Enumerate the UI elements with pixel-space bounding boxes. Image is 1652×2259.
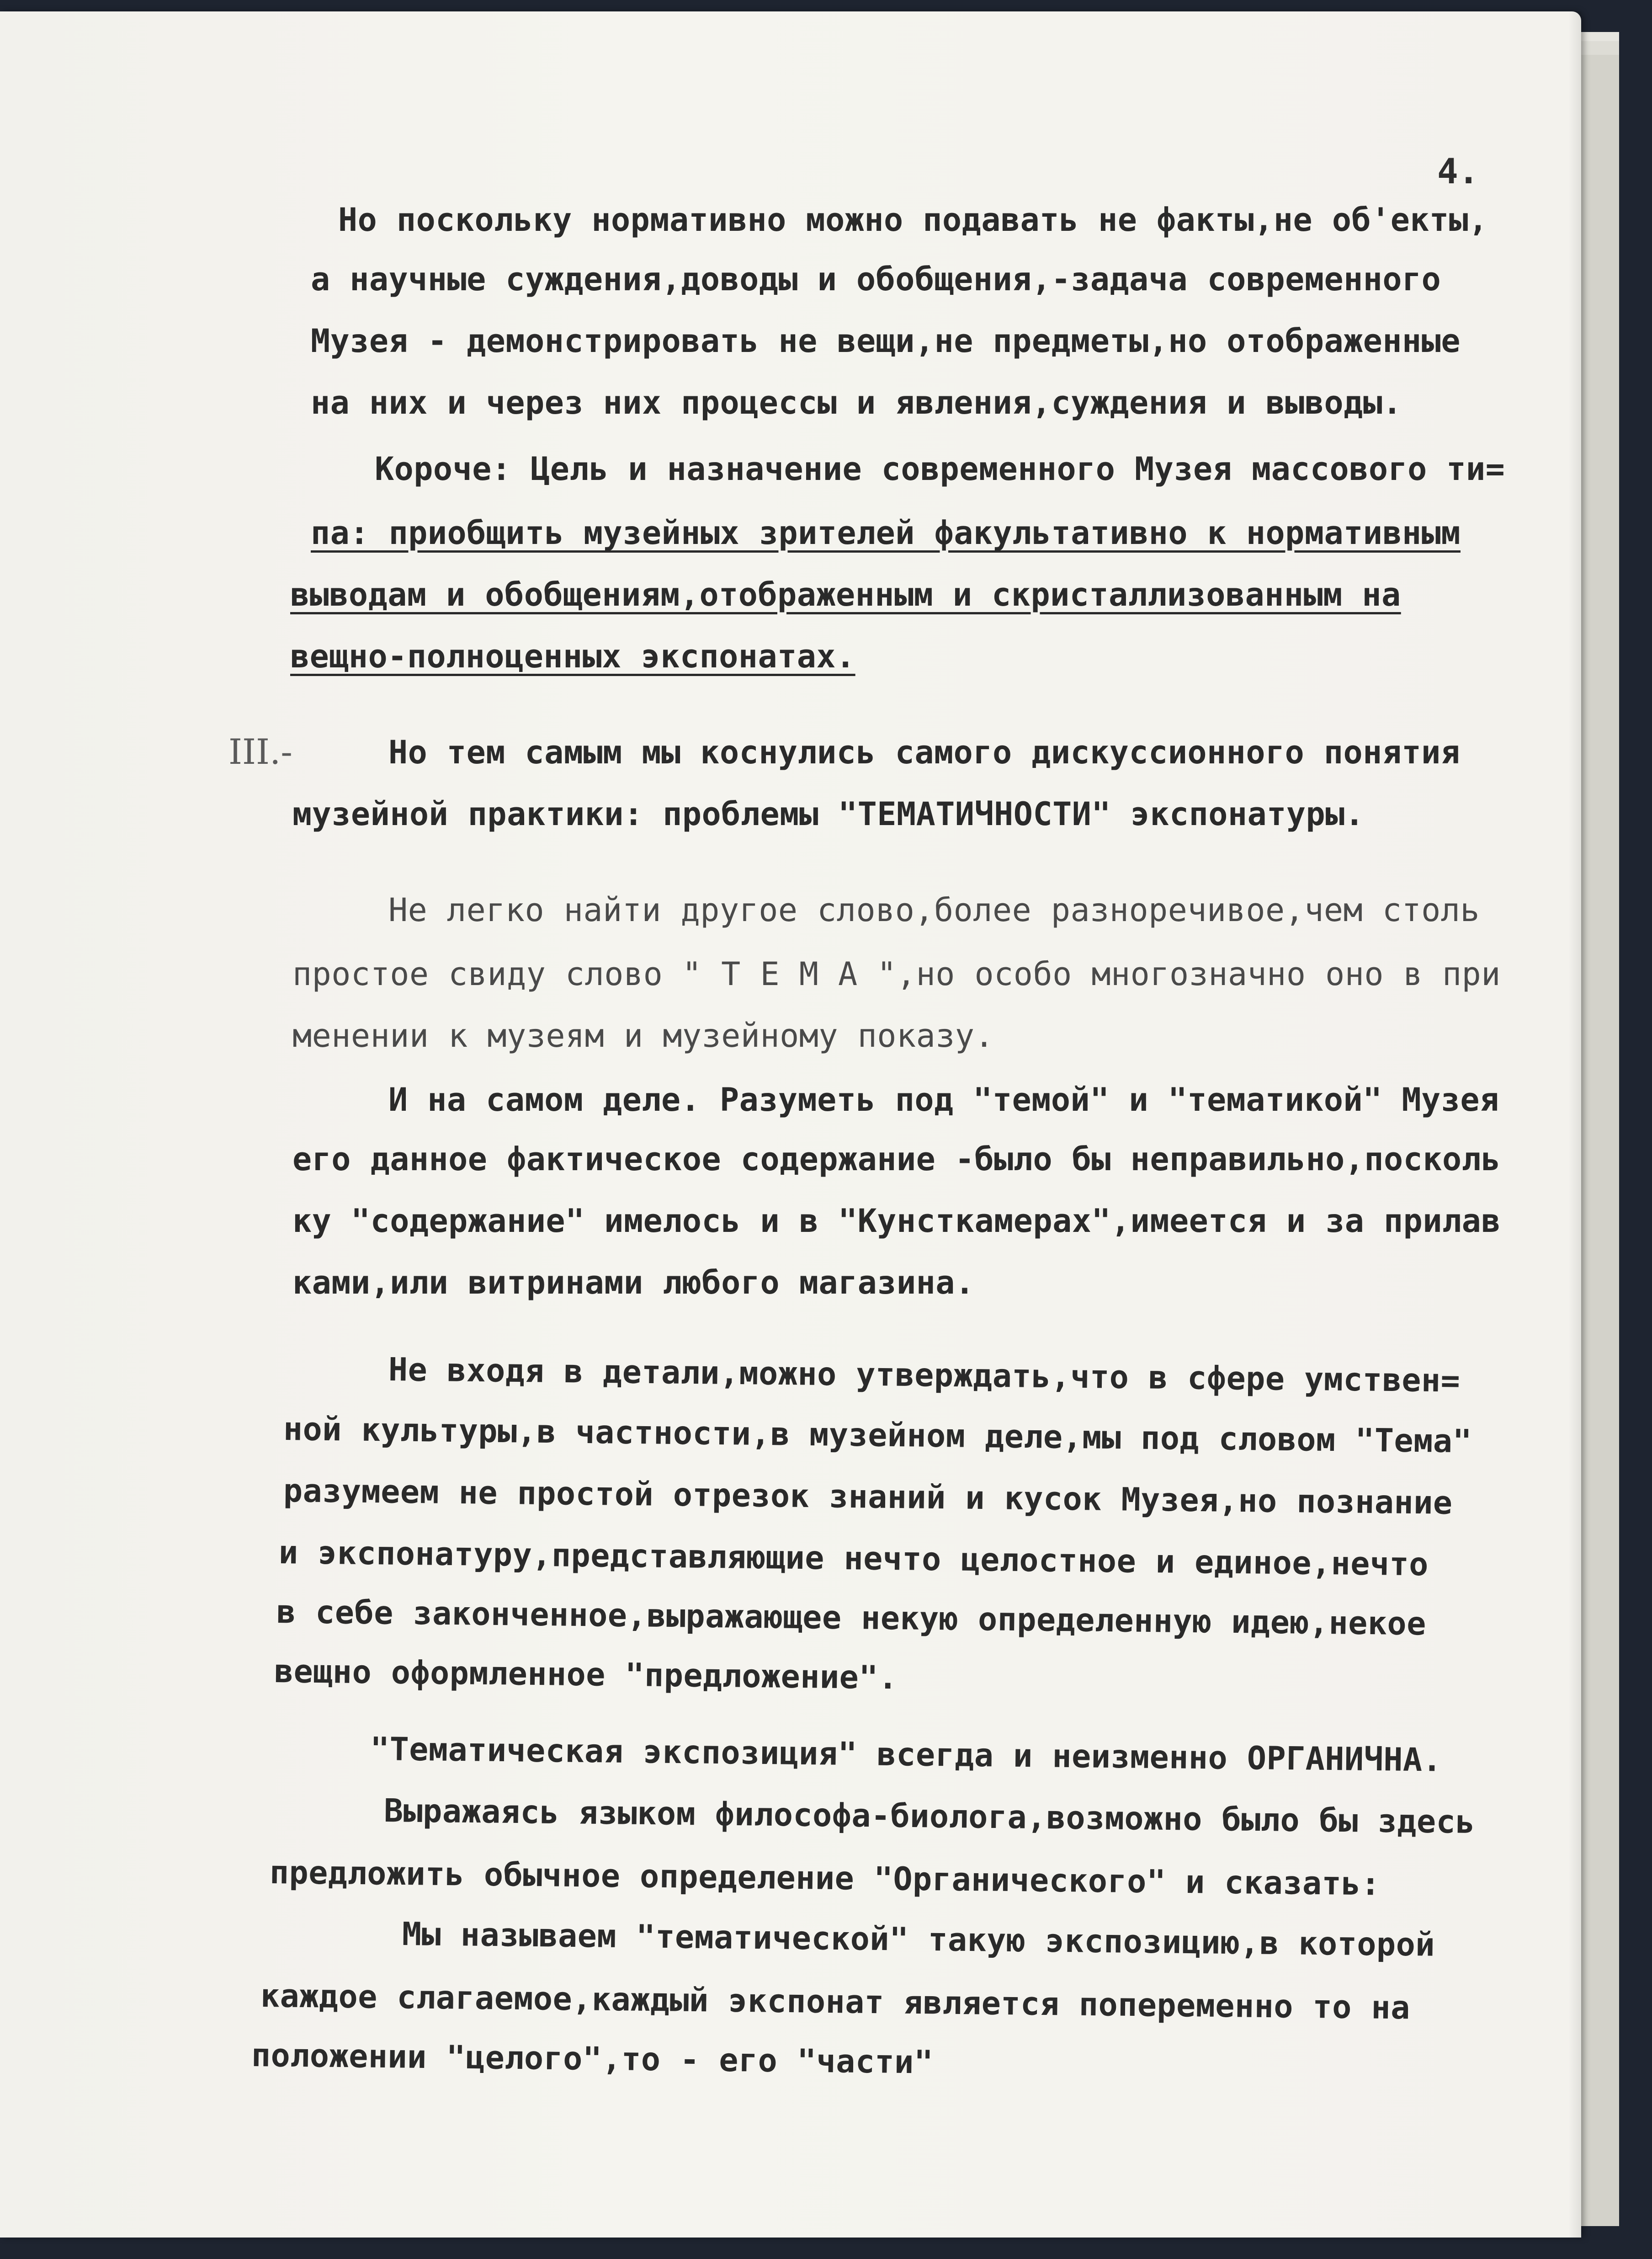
text-line: ной культуры,в частности,в музейном деле,мы под словом "Тема" [283,1410,1472,1460]
text-line: па: приобщить музейных зрителей факультативно к нормативным [311,514,1461,552]
page-edge-shadow [1568,11,1581,2238]
text-line: Не входя в детали,можно утверждать,что в сфере умствен= [388,1351,1461,1400]
text-line: ку "содержание" имелось и в "Кунсткамерах",имеется и за прилав [292,1202,1501,1240]
text-line: выводам и обобщениям,отображенным и скристаллизованным на [290,576,1401,613]
text-line: и экспонатуру,представляющие нечто целостное и единое,нечто [278,1534,1429,1583]
text-line: простое свиду слово " Т Е М А ",но особо многозначно оно в при [292,955,1501,993]
text-line: музейной практики: проблемы "ТЕМАТИЧНОСТИ" экспонатуры. [292,795,1365,833]
text-line: предложить обычное определение "Органического" и сказать: [269,1854,1381,1903]
text-line: Но тем самым мы коснулись самого дискуссионного понятия [388,734,1461,771]
text-line: каждое слагаемое,каждый экспонат является попеременно то на [260,1977,1411,2027]
text-line: Выражаясь языком философа-биолога,возможно было бы здесь [383,1792,1476,1841]
text-line: менении к музеям и музейному показу. [292,1017,994,1055]
text-line: И на самом деле. Разуметь под "темой" и "тематикой" Музея [388,1081,1499,1119]
text-line: а научные суждения,доводы и обобщения,-задача современного [311,261,1441,298]
text-line: Музея - демонстрировать не вещи,не предметы,но отображенные [311,322,1461,360]
text-line: вещно-полноценных экспонатах. [290,638,855,675]
text-line: Но поскольку нормативно можно подавать не факты,не об'екты, [338,201,1488,239]
text-line: разумеем не простой отрезок знаний и кусок Музея,но познание [283,1472,1453,1522]
text-line: Короче: Цель и назначение современного Музея массового ти= [375,450,1505,488]
text-line: "Тематическая экспозиция" всегда и неизменно ОРГАНИЧНА. [370,1730,1442,1779]
text-line: его данное фактическое содержание -было бы неправильно,посколь [292,1140,1501,1178]
page-number: 4. [1437,151,1479,192]
text-line: на них и через них процессы и явления,суждения и выводы. [311,384,1402,421]
section-number: III.- [228,731,292,772]
text-line: вещно оформленное "предложение". [274,1652,898,1697]
typewritten-page [0,11,1581,2238]
text-line: ками,или витринами любого магазина. [292,1264,975,1301]
text-line: Мы называем "тематической" такую экспозицию,в которой [402,1915,1435,1964]
text-line: Не легко найти другое слово,более разноречивое,чем столь [388,891,1480,929]
text-line: в себе законченное,выражающее некую определенную идею,некое [276,1593,1427,1643]
text-line: положении "целого",то - его "части" [251,2036,934,2081]
